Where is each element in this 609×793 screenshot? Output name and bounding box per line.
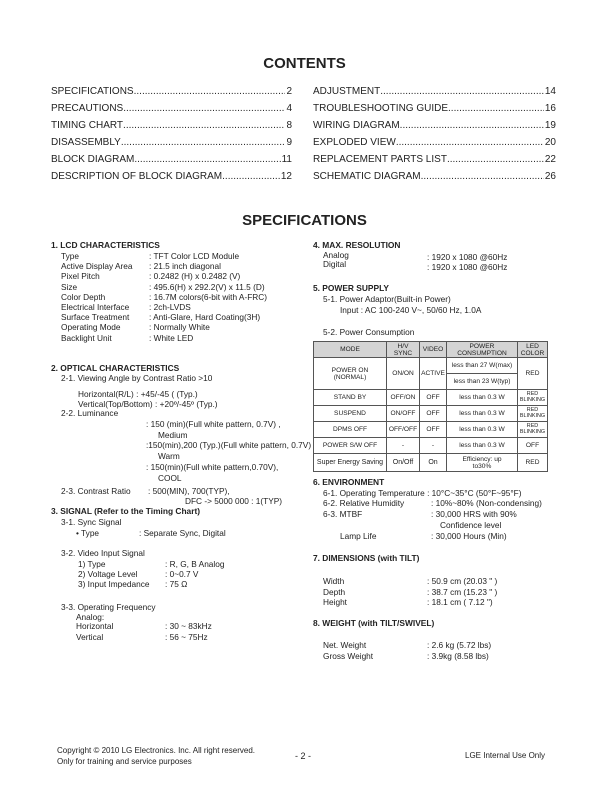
footer-training: Only for training and service purposes	[57, 757, 192, 766]
dimension-labels	[323, 576, 347, 608]
toc-page: 8	[286, 120, 292, 131]
resolution-value: : 1920 x 1080 @60Hz	[427, 252, 508, 262]
env-mtbf-value: : 30,000 HRS with 90%	[431, 509, 517, 519]
cell-led: RED	[518, 358, 548, 390]
toc-left	[51, 83, 292, 185]
video-value: : 0~0.7 V	[165, 569, 199, 580]
toc-page: 12	[280, 171, 292, 182]
cell-power: Efficiency: up to30%	[447, 454, 518, 472]
env-humidity-value: : 10%~80% (Non-condensing)	[431, 498, 542, 508]
toc-title: DISASSEMBLY	[51, 137, 121, 148]
header-cell: LED COLOR	[518, 342, 548, 358]
env-confidence: Confidence level	[440, 520, 502, 530]
spec-value: : TFT Color LCD Module	[149, 251, 240, 261]
specifications-title: SPECIFICATIONS	[242, 212, 367, 229]
dimension-value: : 38.7 cm (15.23 " )	[427, 586, 498, 597]
toc-entry[interactable]	[51, 83, 292, 100]
spec-label: Size	[61, 281, 78, 292]
freq-value: : 56 ~ 75Hz	[165, 631, 208, 642]
toc-right	[313, 83, 556, 185]
cell-video: OFF	[420, 406, 447, 422]
dimension-values	[427, 576, 497, 608]
contrast-value-2: DFC -> 5000 000 : 1(TYP)	[185, 496, 283, 506]
cell-mode: POWER S/W OFF	[314, 438, 387, 454]
luminance-line: :150(min),200 (Typ.)(Full white pattern, 0.7V)	[146, 440, 312, 451]
spec-label: Electrical Interface	[61, 302, 130, 313]
header-cell: VIDEO	[420, 342, 447, 358]
lcd-heading: 1. LCD CHARACTERISTICS	[51, 240, 160, 250]
lcd-labels	[61, 251, 132, 343]
cell-led: RED BLINKING	[518, 390, 548, 406]
video-label: 2) Voltage Level	[78, 569, 138, 580]
header-cell: H/V SYNC	[387, 342, 420, 358]
resolution-label: Analog	[323, 250, 349, 260]
cell-power: less than 0.3 W	[447, 406, 518, 422]
cell-sync: On/Off	[387, 454, 420, 472]
toc-page: 4	[286, 103, 292, 114]
cell-sync: OFF/OFF	[387, 422, 420, 438]
freq-values	[165, 621, 212, 642]
optical-view-angle: 2-1. Viewing Angle by Contrast Ratio >10	[61, 373, 213, 383]
dimension-label: Height	[323, 597, 347, 607]
toc-page: 19	[544, 120, 556, 131]
contrast-label: 2-3. Contrast Ratio	[61, 486, 131, 496]
toc-entry[interactable]	[313, 117, 556, 134]
table-row	[314, 358, 548, 374]
toc-title: TIMING CHART	[51, 120, 124, 131]
optical-horizontal: Horizontal(R/L) : +45/-45 ( (Typ.)	[78, 389, 198, 399]
table-row	[314, 454, 548, 472]
toc-title: WIRING DIAGRAM	[313, 120, 400, 131]
spec-value: : Anti-Glare, Hard Coating(3H)	[149, 312, 261, 323]
resolution-label: Digital	[323, 259, 347, 269]
contrast-value: : 500(MIN), 700(TYP),	[148, 486, 230, 496]
luminance-line: : 150 (min)(Full white pattern, 0.7V) ,	[146, 419, 281, 429]
toc-entry[interactable]	[51, 134, 292, 151]
toc-title: PRECAUTIONS	[51, 103, 124, 114]
cell-mode: STAND BY	[314, 390, 387, 406]
video-value: : R, G, B Analog	[165, 559, 225, 569]
video-value: : 75 Ω	[165, 579, 188, 590]
power-consumption-label: 5-2. Power Consumption	[323, 327, 415, 337]
cell-power: less than 0.3 W	[447, 390, 518, 406]
cell-mode: Super Energy Saving	[314, 454, 387, 472]
spec-value: : 2ch-LVDS	[149, 302, 191, 313]
dimension-label: Depth	[323, 586, 346, 597]
resolution-labels	[323, 251, 349, 269]
toc-entry[interactable]	[51, 168, 292, 185]
weight-labels	[323, 640, 373, 661]
cell-video: OFF	[420, 422, 447, 438]
weight-heading: 8. WEIGHT (with TILT/SWIVEL)	[313, 618, 435, 628]
spec-value: : 0.2482 (H) x 0.2482 (V)	[149, 271, 241, 282]
page-number: - 2 -	[295, 751, 312, 761]
spec-value: : Normally White	[149, 322, 210, 333]
power-consumption-table	[313, 341, 548, 472]
weight-value: : 2.6 kg (5.72 lbs)	[427, 640, 492, 650]
spec-label: Operating Mode	[61, 322, 121, 333]
toc-entry[interactable]	[51, 117, 292, 134]
table-header-row	[314, 342, 548, 358]
cell-led: RED BLINKING	[518, 406, 548, 422]
luminance-values	[146, 419, 311, 483]
table-row	[314, 422, 548, 438]
cell-video: On	[420, 454, 447, 472]
cell-sync: ON/OFF	[387, 406, 420, 422]
toc-entry[interactable]	[313, 100, 556, 117]
power-input: Input : AC 100-240 V~, 50/60 Hz, 1.0A	[340, 305, 482, 315]
env-mtbf-label: 6-3. MTBF	[323, 509, 363, 519]
weight-value: : 3.9kg (8.58 lbs)	[427, 650, 489, 661]
toc-page: 16	[544, 103, 556, 114]
cell-mode: DPMS OFF	[314, 422, 387, 438]
cell-sync: ON/ON	[387, 358, 420, 390]
spec-label: Type	[61, 251, 79, 261]
table-row	[314, 438, 548, 454]
cell-power: less than 0.3 W	[447, 422, 518, 438]
luminance-mode: Warm	[158, 451, 180, 462]
video-heading: 3-2. Video Input Signal	[61, 548, 145, 558]
cell-mode: POWER ON (NORMAL)	[314, 358, 387, 390]
sync-heading: 3-1. Sync Signal	[61, 517, 122, 527]
power-adaptor: 5-1. Power Adaptor(Built-in Power)	[323, 294, 451, 304]
sync-type-value: : Separate Sync, Digital	[139, 528, 226, 538]
spec-label: Backlight Unit	[61, 332, 112, 343]
weight-label: Gross Weight	[323, 650, 374, 661]
video-label: 1) Type	[78, 559, 106, 569]
spec-label: Pixel Pitch	[61, 271, 100, 282]
resolution-value: : 1920 x 1080 @60Hz	[427, 262, 508, 272]
cell-power: less than 0.3 W	[447, 438, 518, 454]
spec-label: Color Depth	[61, 291, 106, 302]
optical-luminance: 2-2. Luminance	[61, 408, 119, 418]
toc-entry[interactable]	[313, 168, 556, 185]
toc-page: 26	[544, 171, 556, 182]
freq-value: : 30 ~ 83kHz	[165, 621, 212, 631]
footer-internal: LGE Internal Use Only	[465, 751, 546, 760]
spec-value: : White LED	[149, 332, 194, 343]
dimension-value: : 50.9 cm (20.03 " )	[427, 576, 498, 586]
toc-entry[interactable]	[51, 100, 292, 117]
freq-label: Vertical	[76, 631, 104, 642]
cell-sync: OFF/ON	[387, 390, 420, 406]
analog-label: Analog:	[76, 612, 105, 622]
contents-title: CONTENTS	[263, 55, 346, 72]
spec-label: Surface Treatment	[61, 312, 130, 323]
environment-heading: 6. ENVIRONMENT	[313, 477, 385, 487]
toc-title: DESCRIPTION OF BLOCK DIAGRAM	[51, 171, 223, 182]
footer-copyright: Copyright © 2010 LG Electronics. Inc. All right reserved.	[57, 746, 255, 755]
optical-vertical: Vertical(Top/Bottom) : +20º/-45º (Typ.)	[78, 399, 218, 409]
env-lamp-label: Lamp Life	[340, 531, 377, 541]
luminance-mode: Medium	[158, 429, 188, 440]
toc-title: EXPLODED VIEW	[313, 137, 396, 148]
lcd-values	[149, 251, 267, 343]
dimension-value: : 18.1 cm ( 7.12 ")	[427, 597, 493, 607]
cell-power: less than 23 W(typ)	[447, 374, 518, 390]
cell-led: RED BLINKING	[518, 422, 548, 438]
signal-heading: 3. SIGNAL (Refer to the Timing Chart)	[51, 506, 201, 516]
cell-power: less than 27 W(max)	[447, 358, 518, 374]
toc-title: TROUBLESHOOTING GUIDE	[313, 103, 449, 114]
cell-mode: SUSPEND	[314, 406, 387, 422]
toc-title: SPECIFICATIONS	[51, 86, 134, 97]
cell-led: OFF	[518, 438, 548, 454]
toc-entry[interactable]	[313, 83, 556, 100]
spec-value: : 21.5 inch diagonal	[149, 261, 221, 272]
spec-value: : 495.6(H) x 292.2(V) x 11.5 (D)	[149, 281, 265, 292]
cell-video: OFF	[420, 390, 447, 406]
video-label: 3) Input Impedance	[78, 579, 150, 590]
video-values	[165, 559, 225, 590]
dimensions-heading: 7. DIMENSIONS (with TILT)	[313, 553, 420, 563]
env-temperature: 6-1. Operating Temperature : 10°C~35°C (50°F~95°F)	[323, 488, 522, 498]
video-labels	[78, 559, 150, 590]
toc-page: 14	[544, 86, 556, 97]
cell-video: ACTIVE	[420, 358, 447, 390]
optical-heading: 2. OPTICAL CHARACTERISTICS	[51, 363, 180, 373]
header-cell: POWER CONSUMPTION	[447, 342, 518, 358]
table-row	[314, 406, 548, 422]
spec-label: Active Display Area	[61, 261, 133, 272]
freq-heading: 3-3. Operating Frequency	[61, 602, 156, 612]
cell-led: RED	[518, 454, 548, 472]
freq-label: Horizontal	[76, 621, 114, 631]
resolution-values	[427, 252, 507, 272]
toc-page: 11	[281, 154, 292, 165]
toc-page: 9	[286, 137, 292, 148]
env-lamp-value: : 30,000 Hours (Min)	[431, 531, 507, 541]
spec-value: : 16.7M colors(6-bit with A-FRC)	[149, 291, 268, 302]
toc-page: 2	[286, 86, 292, 97]
cell-video: -	[420, 438, 447, 454]
toc-entry[interactable]	[51, 151, 292, 168]
toc-entry[interactable]	[313, 134, 556, 151]
toc-title: BLOCK DIAGRAM	[51, 154, 135, 165]
luminance-mode: COOL	[158, 472, 182, 483]
toc-title: ADJUSTMENT	[313, 86, 381, 97]
weight-label: Net. Weight	[323, 640, 367, 650]
header-cell: MODE	[314, 342, 387, 358]
resolution-heading: 4. MAX. RESOLUTION	[313, 240, 401, 250]
env-humidity-label: 6-2. Relative Humidity	[323, 498, 405, 508]
luminance-line: : 150(min)(Full white pattern,0.70V),	[146, 461, 279, 472]
table-row	[314, 390, 548, 406]
toc-title: SCHEMATIC DIAGRAM	[313, 171, 421, 182]
power-heading: 5. POWER SUPPLY	[313, 283, 390, 293]
cell-sync: -	[387, 438, 420, 454]
toc-entry[interactable]	[313, 151, 556, 168]
dimension-label: Width	[323, 576, 345, 586]
toc-title: REPLACEMENT PARTS LIST	[313, 154, 447, 165]
sync-type-label: • Type	[76, 528, 100, 538]
toc-page: 20	[544, 137, 556, 148]
freq-labels	[76, 621, 113, 642]
weight-values	[427, 640, 491, 661]
toc-page: 22	[544, 154, 556, 165]
